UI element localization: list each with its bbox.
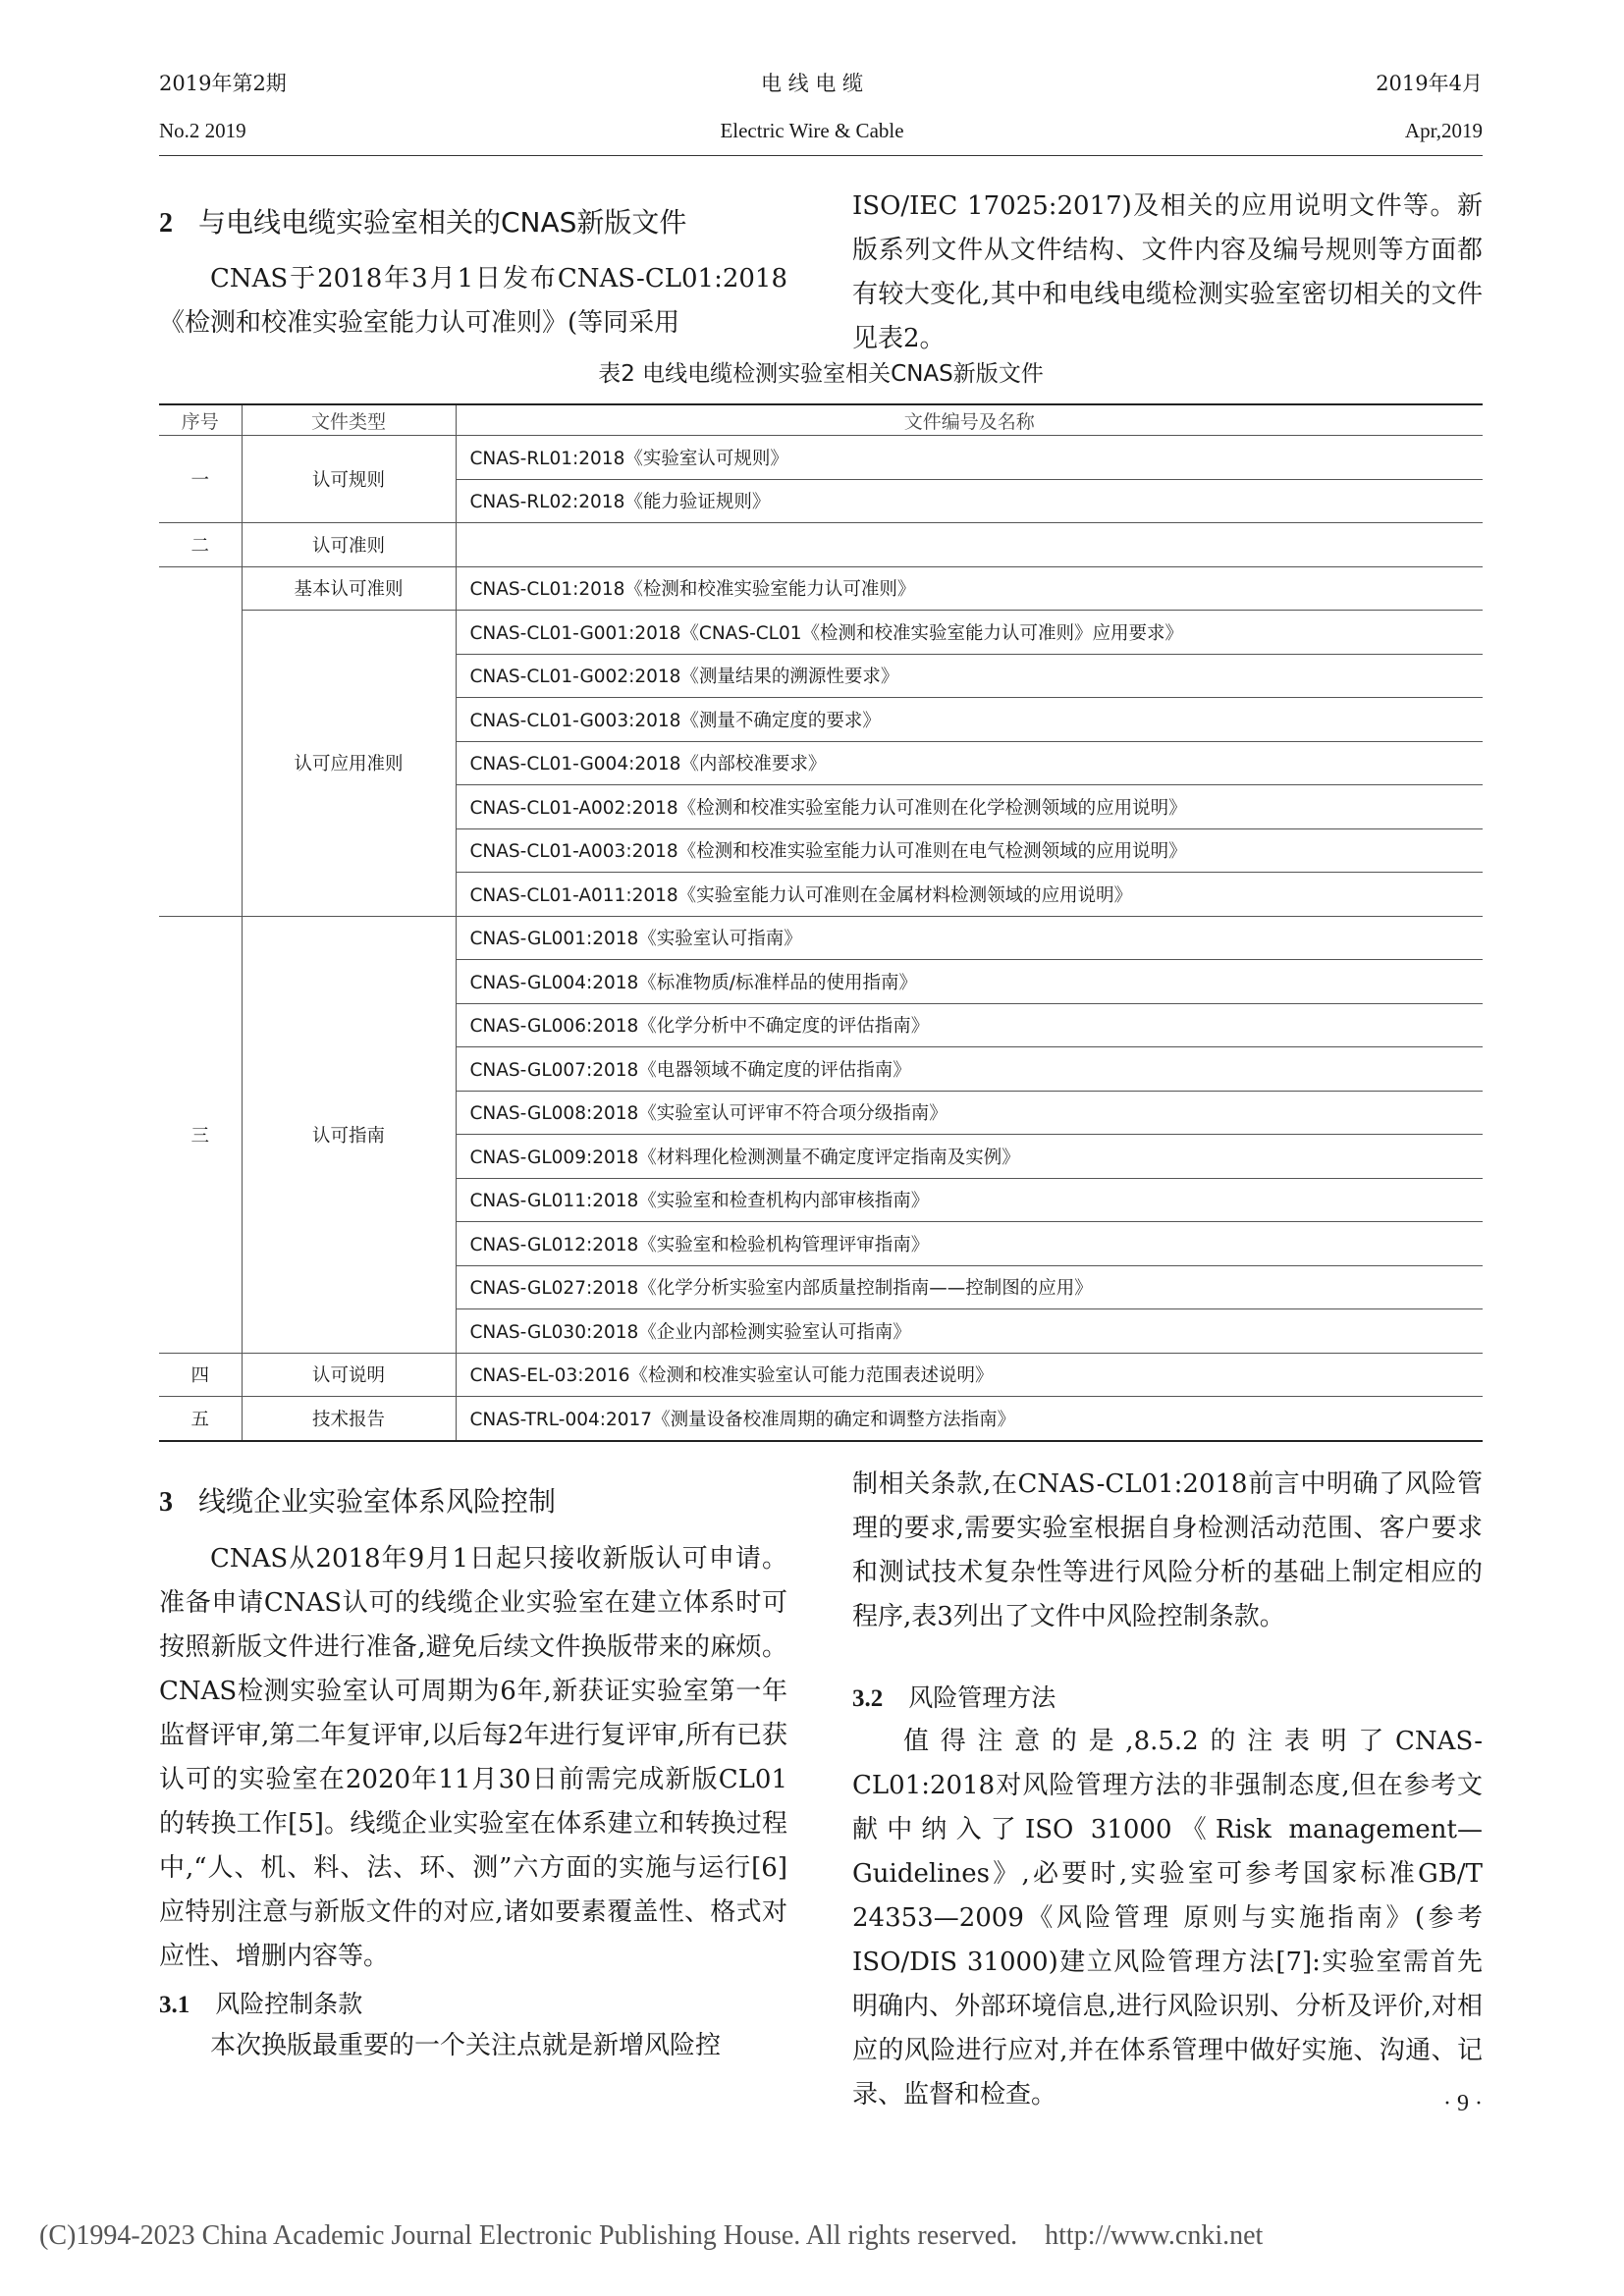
header-issue: 2019年第2期: [159, 72, 287, 95]
subsection-heading: [852, 1679, 1056, 1714]
paragraph: [852, 185, 1483, 361]
paragraph-text: CNAS于2018年3月1日发布CNAS-CL01:2018《检测和校准实验室能力认可准则》(等同采用: [159, 264, 787, 338]
header-cell: 文件类型: [242, 404, 456, 436]
section-number: 3: [159, 1487, 173, 1518]
doc-type: 认可说明: [242, 1353, 456, 1397]
journal-title: 电 线 电 缆: [760, 72, 864, 95]
paragraph: [159, 1537, 787, 1979]
doc-name: CNAS-GL004:2018《标准物质/标准样品的使用指南》: [456, 960, 1483, 1004]
row-number: 一: [159, 436, 242, 523]
doc-name: CNAS-CL01-A002:2018《检测和校准实验室能力认可准则在化学检测领域的应用说明》: [456, 785, 1483, 829]
doc-name: CNAS-CL01-G003:2018《测量不确定度的要求》: [456, 698, 1483, 742]
doc-type: 基本认可准则: [242, 566, 456, 611]
doc-name: CNAS-CL01-G002:2018《测量结果的溯源性要求》: [456, 654, 1483, 698]
doc-name: CNAS-EL-03:2016《检测和校准实验室认可能力范围表述说明》: [456, 1353, 1483, 1397]
doc-name: CNAS-GL027:2018《化学分析实验室内部质量控制指南——控制图的应用》: [456, 1265, 1483, 1309]
doc-name: CNAS-TRL-004:2017《测量设备校准周期的确定和调整方法指南》: [456, 1397, 1483, 1441]
table-caption: 表2 电线电缆检测实验室相关CNAS新版文件: [598, 361, 1044, 387]
paragraph: [159, 2024, 787, 2068]
table-row: [159, 916, 1483, 960]
doc-name: CNAS-CL01-A011:2018《实验室能力认可准则在金属材料检测领域的应用说明》: [456, 873, 1483, 917]
section-heading: [159, 1480, 556, 1520]
row-number: 三: [159, 916, 242, 1353]
row-number: [159, 566, 242, 916]
paragraph: [159, 257, 787, 346]
doc-name: CNAS-RL01:2018《实验室认可规则》: [456, 436, 1483, 480]
section-number: 2: [159, 208, 173, 239]
header-cell: 文件编号及名称: [456, 404, 1483, 436]
paragraph-text: ISO/IEC 17025:2017)及相关的应用说明文件等。新版系列文件从文件结构、文件内容及编号规则等方面都有较大变化,其中和电线电缆检测实验室密切相关的文件见表2。: [852, 191, 1483, 353]
table-row: [159, 1397, 1483, 1441]
table-row: [159, 611, 1483, 655]
table-row: [159, 436, 1483, 480]
section-heading: [159, 201, 686, 240]
doc-name: CNAS-CL01:2018《检测和校准实验室能力认可准则》: [456, 566, 1483, 611]
table-header-row: [159, 404, 1483, 436]
doc-name: [456, 523, 1483, 567]
header-date-en: Apr,2019: [1404, 119, 1483, 142]
doc-type: 认可规则: [242, 436, 456, 523]
header-rule: [159, 155, 1483, 156]
paragraph: [852, 1463, 1483, 1639]
doc-name: CNAS-GL008:2018《实验室认可评审不符合项分级指南》: [456, 1091, 1483, 1135]
header-issue-en: No.2 2019: [159, 119, 246, 142]
doc-name: CNAS-GL007:2018《电器领域不确定度的评估指南》: [456, 1047, 1483, 1092]
subsection-heading: [159, 1985, 362, 2020]
doc-type: 认可指南: [242, 916, 456, 1353]
doc-name: CNAS-RL02:2018《能力验证规则》: [456, 479, 1483, 523]
doc-name: CNAS-GL030:2018《企业内部检测实验室认可指南》: [456, 1309, 1483, 1354]
doc-name: CNAS-CL01-A003:2018《检测和校准实验室能力认可准则在电气检测领域的应用说明》: [456, 828, 1483, 873]
paragraph-text: 本次换版最重要的一个关注点就是新增风险控: [210, 2031, 722, 2060]
paragraph-text: 值得注意的是,8.5.2的注表明了CNAS-CL01:2018对风险管理方法的非强制态度,但在参考文献中纳入了ISO 31000《Risk management—Guidelines》,必要时,实验室可参考国家标准GB/T 24353—2009《风险管理 原则与实施指南》(参考ISO/DIS 31000)建立风险管理方法[7]:实验室需首先明确内、外部环境信息,进行风险识别、分析及评价,对相应的风险进行应对,并在体系管理中做好实施、沟通、记录、监督和检查。: [852, 1727, 1483, 2109]
subsection-title: 风险管理方法: [908, 1683, 1056, 1712]
doc-name: CNAS-GL011:2018《实验室和检查机构内部审核指南》: [456, 1178, 1483, 1222]
subsection-title: 风险控制条款: [215, 1990, 363, 2018]
header-date: 2019年4月: [1376, 72, 1483, 95]
subsection-number: 3.2: [852, 1685, 884, 1712]
table-row: [159, 1353, 1483, 1397]
paragraph: [852, 1720, 1483, 2117]
doc-name: CNAS-CL01-G001:2018《CNAS-CL01《检测和校准实验室能力认可准则》应用要求》: [456, 611, 1483, 655]
page-number: · 9 ·: [1443, 2091, 1483, 2116]
doc-name: CNAS-GL001:2018《实验室认可指南》: [456, 916, 1483, 960]
header-cell: 序号: [159, 404, 242, 436]
doc-name: CNAS-CL01-G004:2018《内部校准要求》: [456, 741, 1483, 785]
doc-type: 认可应用准则: [242, 611, 456, 917]
row-number: 四: [159, 1353, 242, 1397]
row-number: 二: [159, 523, 242, 567]
doc-name: CNAS-GL006:2018《化学分析中不确定度的评估指南》: [456, 1003, 1483, 1047]
paragraph-text: 制相关条款,在CNAS-CL01:2018前言中明确了风险管理的要求,需要实验室根据自身检测活动范围、客户要求和测试技术复杂性等进行风险分析的基础上制定相应的程序,表3列出了文件中风险控制条款。: [852, 1469, 1483, 1631]
row-number: 五: [159, 1397, 242, 1441]
table-row: [159, 523, 1483, 567]
journal-title-en: Electric Wire & Cable: [720, 119, 904, 142]
table-row: [159, 566, 1483, 611]
copyright-footer: (C)1994-2023 China Academic Journal Electronic Publishing House. All rights reserved. http://www.cnki.net: [39, 2220, 1264, 2251]
section-title: 线缆企业实验室体系风险控制: [198, 1485, 557, 1518]
doc-name: CNAS-GL012:2018《实验室和检验机构管理评审指南》: [456, 1222, 1483, 1266]
paragraph-text: CNAS从2018年9月1日起只接收新版认可申请。准备申请CNAS认可的线缆企业实验室在建立体系时可按照新版文件进行准备,避免后续文件换版带来的麻烦。CNAS检测实验室认可周期为6年,新获证实验室第一年监督评审,第二年复评审,以后每2年进行复评审,所有已获认可的实验室在2020年11月30日前需完成新版CL01的转换工作[5]。线缆企业实验室在体系建立和转换过程中,“人、机、料、法、环、测”六方面的实施与运行[6]应特别注意与新版文件的对应,诸如要素覆盖性、格式对应性、增删内容等。: [159, 1544, 787, 1971]
doc-type: 认可准则: [242, 523, 456, 567]
doc-type: 技术报告: [242, 1397, 456, 1441]
document-table: [159, 403, 1483, 1442]
doc-name: CNAS-GL009:2018《材料理化检测测量不确定度评定指南及实例》: [456, 1135, 1483, 1179]
subsection-number: 3.1: [159, 1992, 190, 2018]
section-title: 与电线电缆实验室相关的CNAS新版文件: [198, 206, 687, 239]
